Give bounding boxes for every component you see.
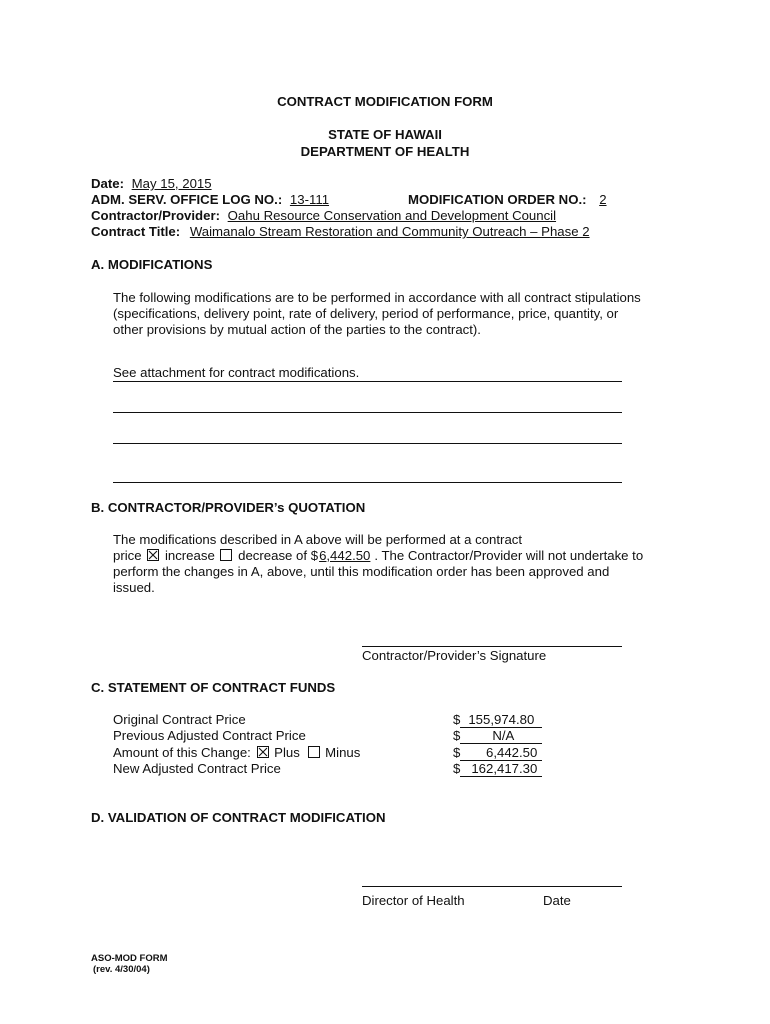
log-value: 13-111 bbox=[289, 192, 330, 207]
section-b-heading: B. CONTRACTOR/PROVIDER’s QUOTATION bbox=[91, 500, 366, 515]
plus-label: Plus bbox=[274, 745, 300, 760]
director-signature-line bbox=[362, 886, 622, 887]
price-word: price bbox=[113, 548, 142, 563]
increase-checkbox[interactable] bbox=[147, 549, 159, 561]
previous-price-amount bbox=[453, 728, 542, 744]
decrease-checkbox[interactable] bbox=[220, 549, 232, 561]
log-row bbox=[91, 192, 329, 208]
new-price-amount bbox=[453, 761, 542, 777]
modification-line-3 bbox=[113, 443, 622, 444]
change-row bbox=[113, 745, 360, 761]
section-b-line3: perform the changes in A, above, until this modification order has been approved and bbox=[113, 564, 610, 579]
section-a-para-line1: The following modifications are to be performed in accordance with all contract stipulations bbox=[113, 290, 641, 305]
mod-order-label: MODIFICATION ORDER NO.: bbox=[408, 192, 587, 207]
contractor-row bbox=[91, 208, 556, 224]
change-amount bbox=[453, 745, 542, 761]
mod-order-value: 2 bbox=[599, 192, 607, 207]
director-label: Director of Health bbox=[362, 893, 465, 908]
contractor-signature-label: Contractor/Provider’s Signature bbox=[362, 648, 547, 663]
section-b-line2-tail: . The Contractor/Provider will not undertake to bbox=[374, 548, 644, 563]
quotation-amount: 6,442.50 bbox=[319, 548, 371, 563]
currency-symbol: $ bbox=[453, 761, 461, 776]
section-a-para-line2: (specifications, delivery point, rate of delivery, period of performance, price, quantity, or bbox=[113, 306, 619, 321]
contract-title-label: Contract Title: bbox=[91, 224, 181, 239]
modification-line-1 bbox=[113, 381, 622, 382]
change-value: 6,442.50 bbox=[460, 746, 542, 761]
modification-line-4 bbox=[113, 482, 622, 483]
contract-title-row bbox=[91, 224, 590, 240]
new-price-value: 162,417.30 bbox=[460, 762, 542, 777]
new-price-label: New Adjusted Contract Price bbox=[113, 761, 281, 776]
director-date-label: Date bbox=[543, 893, 571, 908]
contract-title-value: Waimanalo Stream Restoration and Community Outreach – Phase 2 bbox=[189, 224, 590, 239]
decrease-label: decrease of $ bbox=[238, 548, 319, 563]
section-b-line1: The modifications described in A above will be performed at a contract bbox=[113, 532, 523, 547]
checked-x-icon bbox=[148, 550, 158, 560]
section-c-heading: C. STATEMENT OF CONTRACT FUNDS bbox=[91, 680, 336, 695]
section-a-para-line3: other provisions by mutual action of the parties to the contract). bbox=[113, 322, 481, 337]
modification-line-2 bbox=[113, 412, 622, 413]
form-id: ASO-MOD FORM bbox=[91, 953, 168, 964]
date-row bbox=[91, 176, 212, 192]
section-b-price-row bbox=[113, 548, 643, 564]
form-revision: (rev. 4/30/04) bbox=[93, 964, 150, 975]
department-name: DEPARTMENT OF HEALTH bbox=[300, 144, 470, 159]
change-label: Amount of this Change: bbox=[113, 745, 251, 760]
original-price-label: Original Contract Price bbox=[113, 712, 246, 727]
checked-x-icon bbox=[258, 747, 268, 757]
currency-symbol: $ bbox=[453, 712, 461, 727]
section-a-heading: A. MODIFICATIONS bbox=[91, 257, 213, 272]
contractor-signature-line bbox=[362, 646, 622, 647]
minus-checkbox[interactable] bbox=[308, 746, 320, 758]
form-title: CONTRACT MODIFICATION FORM bbox=[277, 94, 493, 109]
previous-price-label: Previous Adjusted Contract Price bbox=[113, 728, 306, 743]
original-price-value: 155,974.80 bbox=[460, 713, 542, 728]
currency-symbol: $ bbox=[453, 728, 461, 743]
previous-price-value: N/A bbox=[460, 729, 542, 744]
contractor-value: Oahu Resource Conservation and Development Council bbox=[227, 208, 557, 223]
original-price-amount bbox=[453, 712, 542, 728]
modification-text: See attachment for contract modifications. bbox=[113, 365, 360, 380]
log-label: ADM. SERV. OFFICE LOG NO.: bbox=[91, 192, 283, 207]
mod-order-row bbox=[408, 192, 612, 208]
state-name: STATE OF HAWAII bbox=[328, 127, 442, 142]
section-b-line4: issued. bbox=[113, 580, 155, 595]
currency-symbol: $ bbox=[453, 745, 461, 760]
increase-label: increase bbox=[164, 548, 215, 563]
date-label: Date: bbox=[91, 176, 124, 191]
contractor-label: Contractor/Provider: bbox=[91, 208, 220, 223]
section-d-heading: D. VALIDATION OF CONTRACT MODIFICATION bbox=[91, 810, 386, 825]
date-value: May 15, 2015 bbox=[131, 176, 212, 191]
plus-checkbox[interactable] bbox=[257, 746, 269, 758]
minus-label: Minus bbox=[325, 745, 361, 760]
